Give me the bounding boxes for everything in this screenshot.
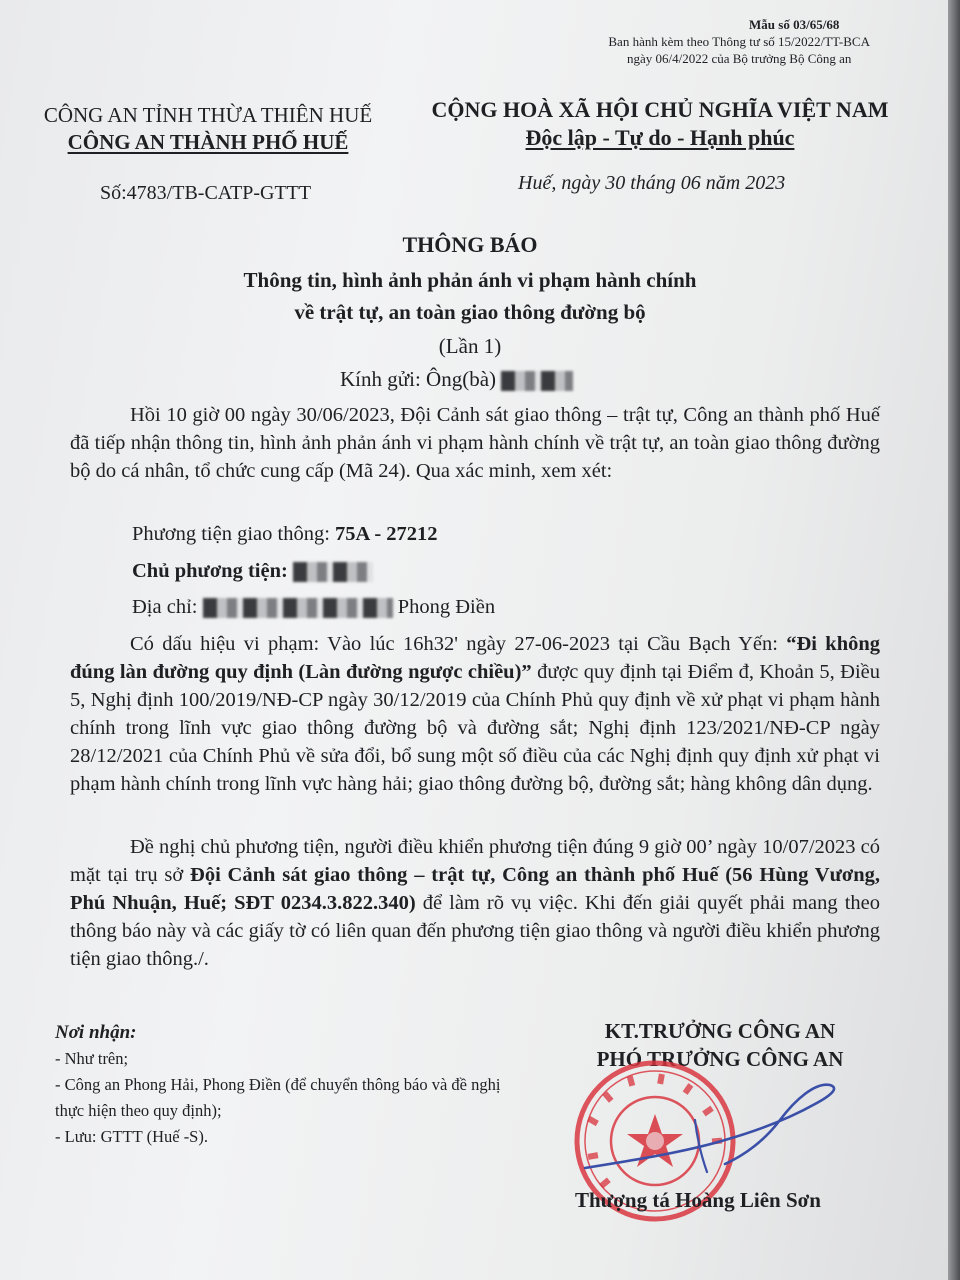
paragraph-request [70,833,880,973]
signature-title1: KT.TRƯỞNG CÔNG AN [604,1019,836,1043]
vehicle-plate: 75A - 27212 [335,523,438,545]
address-label: Địa chỉ: [132,596,198,618]
page-edge [948,0,960,1280]
notice-count: (Lần 1) [438,334,502,358]
owner-label: Chủ phương tiện: [132,560,288,582]
national-title: CỘNG HOÀ XÃ HỘI CHỦ NGHĨA VIỆT NAM [431,97,889,122]
document-number: Số:4783/TB-CATP-GTTT [100,182,312,204]
recipient-item: - Công an Phong Hải, Phong Điền (để chuyển thông báo và đề nghị thực hiện theo quy định); [55,1075,501,1120]
recipients-list [55,1020,505,1150]
recipient-label: Kính gửi: Ông(bà) [340,367,497,391]
violation-legal-basis: được quy định tại Điểm đ, Khoản 5, Điều 5, Nghị định 100/2019/NĐ-CP ngày 30/12/2019 của Chính Phủ quy định về xử phạt vi phạm hành chính trong lĩnh vực giao thông đường bộ và đường sắt; Nghị định 123/2021/NĐ-CP ngày 28/12/2021 của Chính Phủ về sửa đổi, bổ sung một số điều của các Nghị định quy định xử phạt vi phạm hành chính trong lĩnh vực hàng hải; giao thông đường bộ, đường sắt; hàng không dân dụng. [70,661,880,795]
request-time: Đề nghị chủ phương tiện, người điều khiển phương tiện đúng 9 giờ 00’ ngày 10/07/2023 có mặt tại trụ sở [70,836,880,886]
handwritten-signature-icon [575,1060,875,1200]
signer-name: Thượng tá Hoàng Liên Sơn [575,1188,821,1212]
vehicle-label: Phương tiện giao thông: [132,523,330,545]
subtitle-line2: về trật tự, an toàn giao thông đường bộ [294,300,646,324]
address-line [132,596,495,619]
recipient-line [340,367,573,392]
vehicle-line [132,523,438,546]
subtitle-line1: Thông tin, hình ảnh phản ánh vi phạm hành chính [243,268,697,292]
agency-line2: CÔNG AN THÀNH PHỐ HUẾ [67,130,349,154]
redacted-owner [293,562,373,582]
redacted-recipient [501,371,573,391]
redacted-address [203,598,393,618]
address-district: Phong Điền [397,596,496,618]
form-note-line1: Ban hành kèm theo Thông tư số 15/2022/TT-BCA [608,34,870,49]
recipient-item: - Như trên; [55,1049,129,1068]
document-subtitle [120,264,820,328]
form-note-line2: ngày 06/4/2022 của Bộ trưởng Bộ Công an [626,51,852,66]
owner-line [132,560,373,583]
issuing-agency [28,102,388,156]
document-title: THÔNG BÁO [402,232,538,257]
signature-title2: PHÓ TRƯỞNG CÔNG AN [596,1047,844,1071]
national-header [415,96,905,152]
form-note [608,16,870,67]
paragraph-violation [70,630,880,798]
request-instructions: để làm rõ vụ việc. Khi đến giải quyết phải mang theo thông báo này và các giấy tờ có liên quan đến phương tiện giao thông và người điều khiển phương tiện giao thông./. [70,892,880,970]
request-location: Đội Cảnh sát giao thông – trật tự, Công an thành phố Huế (56 Hùng Vương, Phú Nhuận, Huế; SĐT 0234.3.822.340) [70,864,880,914]
violation-intro: Có dấu hiệu vi phạm: Vào lúc 16h32' ngày 27-06-2023 tại Cầu Bạch Yến: [130,633,778,655]
agency-line1: CÔNG AN TỈNH THỪA THIÊN HUẾ [43,103,373,127]
recipient-item: - Lưu: GTTT (Huế -S). [55,1127,208,1146]
national-motto: Độc lập - Tự do - Hạnh phúc [525,125,795,150]
recipients-heading: Nơi nhận: [55,1022,137,1043]
violation-description: “Đi không đúng làn đường quy định (Làn đường ngược chiều)” [70,633,881,683]
form-code: Mẫu số 03/65/68 [749,17,840,32]
paragraph-intro: Hồi 10 giờ 00 ngày 30/06/2023, Đội Cảnh sát giao thông – trật tự, Công an thành phố Huế đã tiếp nhận thông tin, hình ảnh phản ánh vi phạm hành chính về trật tự, an toàn giao thông đường bộ do cá nhân, tổ chức cung cấp (Mã 24). Qua xác minh, xem xét: [70,404,880,482]
document-date: Huế, ngày 30 tháng 06 năm 2023 [518,172,786,194]
